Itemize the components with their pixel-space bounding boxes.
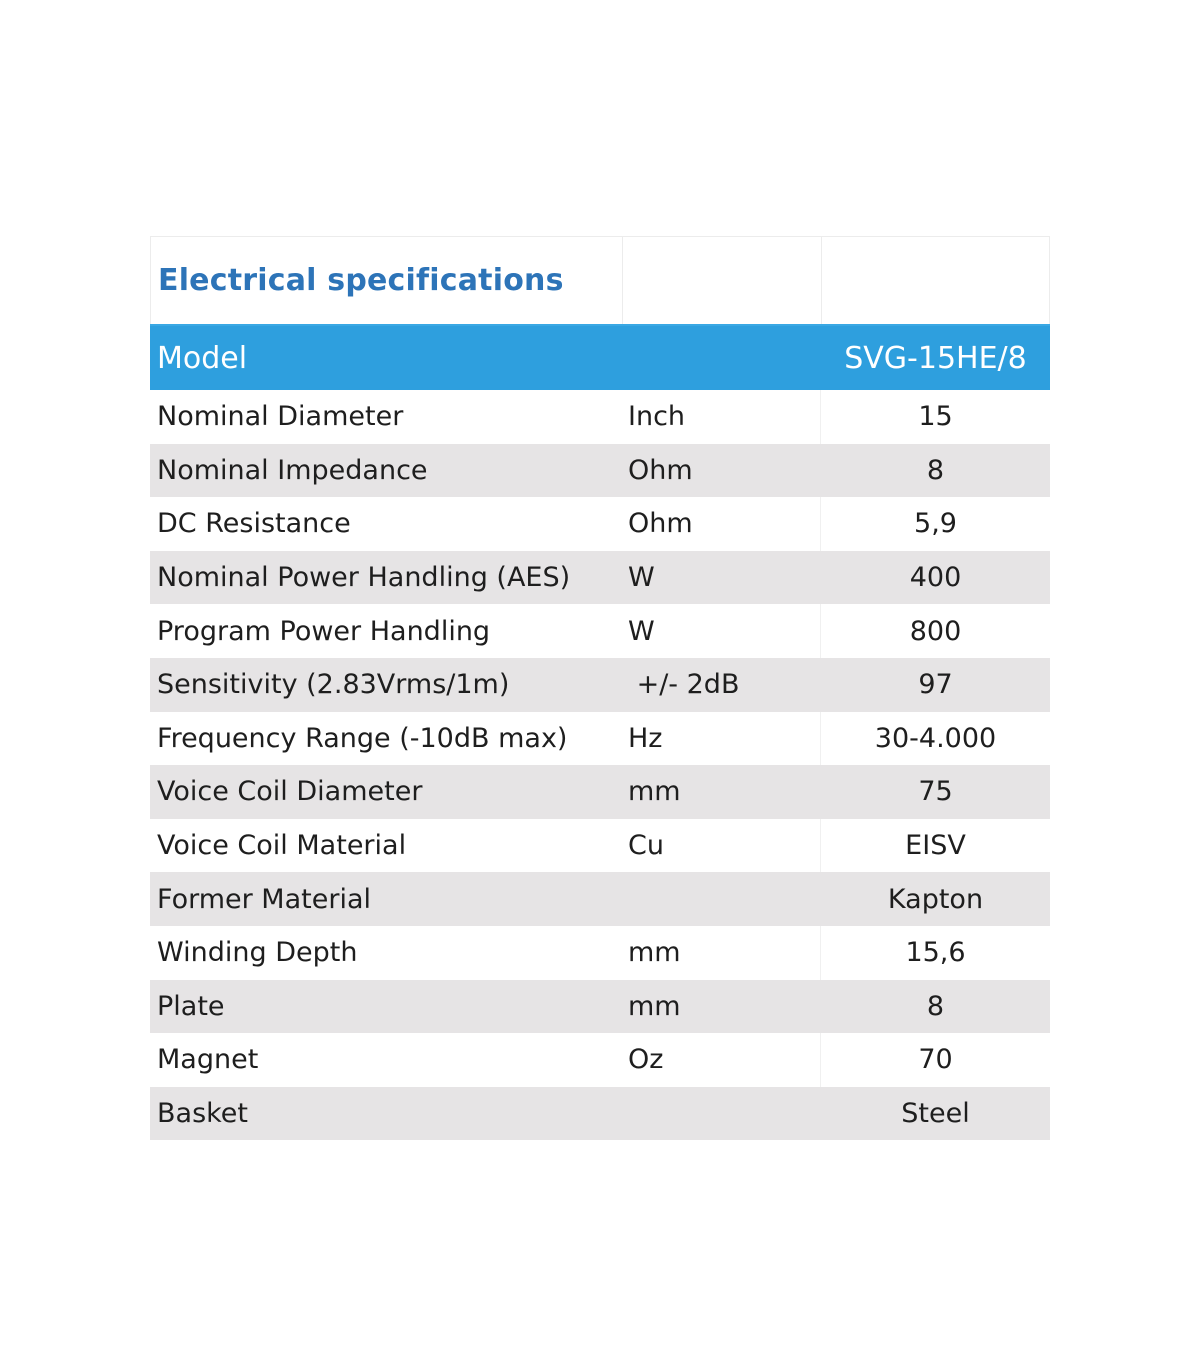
table-row	[150, 604, 1050, 658]
table-row	[150, 1033, 1050, 1087]
spec-label: Winding Depth	[157, 937, 358, 969]
table-row	[150, 551, 1050, 605]
spec-label: Former Material	[157, 883, 371, 915]
spec-label: Sensitivity (2.83Vrms/1m)	[157, 669, 510, 701]
spec-unit: W	[628, 562, 655, 594]
table-row	[150, 980, 1050, 1034]
spec-label: Nominal Impedance	[157, 454, 428, 486]
spec-unit: Oz	[622, 1033, 821, 1087]
table-row	[150, 390, 1050, 444]
table-row	[150, 658, 1050, 712]
spec-unit: mm	[628, 776, 681, 808]
spec-value: 8	[926, 990, 945, 1022]
spec-value: 400	[909, 562, 962, 594]
spec-value: 70	[918, 1044, 953, 1076]
spec-label: Plate	[157, 990, 225, 1022]
spec-value: 15,6	[905, 937, 966, 969]
spec-value: 5,9	[914, 508, 957, 540]
electrical-spec-table	[150, 236, 1050, 1140]
model-value: SVG-15HE/8	[844, 340, 1027, 376]
table-row	[150, 497, 1050, 551]
table-row	[150, 872, 1050, 926]
spec-unit: Inch	[622, 390, 821, 444]
spec-unit: mm	[628, 990, 681, 1022]
spec-value: EISV	[905, 830, 966, 862]
spec-unit	[622, 1087, 821, 1141]
table-row	[150, 926, 1050, 980]
title-blank-cell	[822, 237, 1049, 324]
spec-value: 8	[926, 454, 945, 486]
spec-label: Nominal Power Handling (AES)	[157, 562, 571, 594]
spec-value: 97	[918, 669, 953, 701]
spec-unit: +/- 2dB	[628, 669, 740, 701]
table-row	[150, 819, 1050, 873]
spec-value: 30-4.000	[874, 722, 997, 754]
spec-label: Voice Coil Material	[157, 830, 407, 862]
table-row	[150, 712, 1050, 766]
title-blank-cell	[623, 237, 822, 324]
model-header-row	[150, 324, 1050, 390]
spec-label: Voice Coil Diameter	[157, 776, 423, 808]
spec-label: DC Resistance	[157, 508, 351, 540]
spec-label: Magnet	[157, 1044, 259, 1076]
spec-unit	[622, 872, 821, 926]
spec-value: 800	[909, 615, 962, 647]
spec-value: 75	[918, 776, 953, 808]
spec-unit: mm	[622, 926, 821, 980]
spec-unit: Ohm	[628, 454, 693, 486]
spec-unit: Ohm	[622, 497, 821, 551]
spec-unit: Cu	[622, 819, 821, 873]
spec-title: Electrical specifications	[151, 237, 623, 324]
spec-label: Nominal Diameter	[157, 401, 404, 433]
table-row	[150, 1087, 1050, 1141]
table-row	[150, 444, 1050, 498]
spec-value: Steel	[901, 1098, 970, 1130]
spec-unit: W	[622, 604, 821, 658]
spec-value: Kapton	[887, 883, 984, 915]
spec-label: Frequency Range (-10dB max)	[157, 722, 568, 754]
spec-unit: Hz	[622, 712, 821, 766]
spec-title-row	[150, 236, 1050, 324]
table-row	[150, 765, 1050, 819]
model-label: Model	[157, 340, 248, 376]
spec-label: Basket	[157, 1098, 249, 1130]
spec-value: 15	[918, 401, 953, 433]
spec-label: Program Power Handling	[157, 615, 491, 647]
